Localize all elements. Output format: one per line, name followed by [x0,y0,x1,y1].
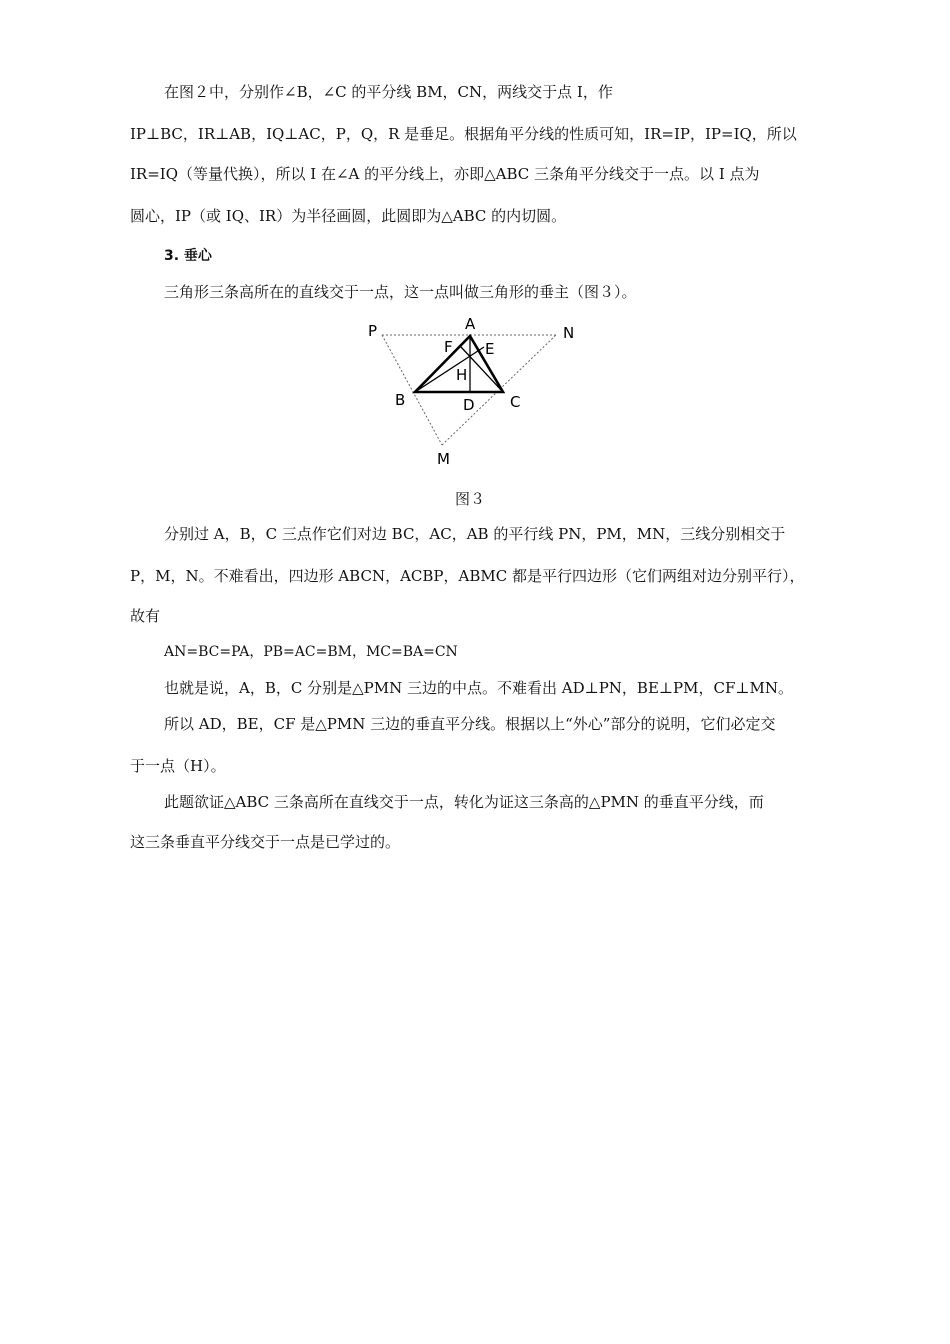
orthocenter-definition: 三角形三条高所在的直线交于一点，这一点叫做三角形的垂主（图３）。 [164,283,637,301]
label-P: P [368,322,378,340]
figure-3-orthocenter-diagram [360,312,590,472]
incenter-line-4: 圆心，IP（或 IQ、IR）为半径画圆，此圆即为△ABC 的内切圆。 [130,207,567,225]
proof-equation: AN=BC=PA，PB=AC=BM，MC=BA=CN [164,644,458,660]
section-heading-orthocenter: 3. 垂心 [164,248,212,264]
proof-p3-line-2: 于一点（H）。 [130,757,226,775]
proof-p3-line-1: 所以 AD，BE，CF 是△PMN 三边的垂直平分线。根据以上“外心”部分的说明，它们必定交 [164,715,776,733]
triangle-diagram [360,312,590,472]
label-H: H [456,366,468,384]
proof-p4-line-2: 这三条垂直平分线交于一点是已学过的。 [130,833,401,851]
altitude-CF [461,347,503,392]
proof-p1-line-3: 故有 [130,607,161,625]
label-M: M [437,450,450,468]
proof-p2: 也就是说，A，B，C 分别是△PMN 三边的中点。不难看出 AD⊥PN，BE⊥PM，CF⊥MN。 [164,679,793,697]
figure-caption: 图３ [455,490,486,508]
label-D: D [463,396,475,414]
incenter-line-2: IP⊥BC，IR⊥AB，IQ⊥AC，P，Q，R 是垂足。根据角平分线的性质可知，IR=IP，IP=IQ，所以 [130,125,797,143]
label-A: A [465,315,476,333]
incenter-line-1: 在图２中，分别作∠B，∠C 的平分线 BM，CN，两线交于点 I，作 [164,83,613,101]
label-C: C [510,393,521,411]
proof-p4-line-1: 此题欲证△ABC 三条高所在直线交于一点，转化为证这三条高的△PMN 的垂直平分线，而 [164,793,764,811]
label-E: E [485,340,495,358]
line-MN [442,335,556,445]
proof-p1-line-2: P，M，N。不难看出，四边形 ABCN，ACBP，ABMC 都是平行四边形（它们两组对边分别平行）， [130,567,805,585]
label-N: N [563,324,575,342]
label-B: B [395,391,406,409]
label-F: F [444,338,453,356]
incenter-line-3: IR=IQ（等量代换），所以 I 在∠A 的平分线上，亦即△ABC 三条角平分线交于一点。以 I 点为 [130,165,760,183]
proof-p1-line-1: 分别过 A，B，C 三点作它们对边 BC，AC，AB 的平行线 PN，PM，MN，三线分别相交于 [164,525,786,543]
line-PM [382,335,442,445]
